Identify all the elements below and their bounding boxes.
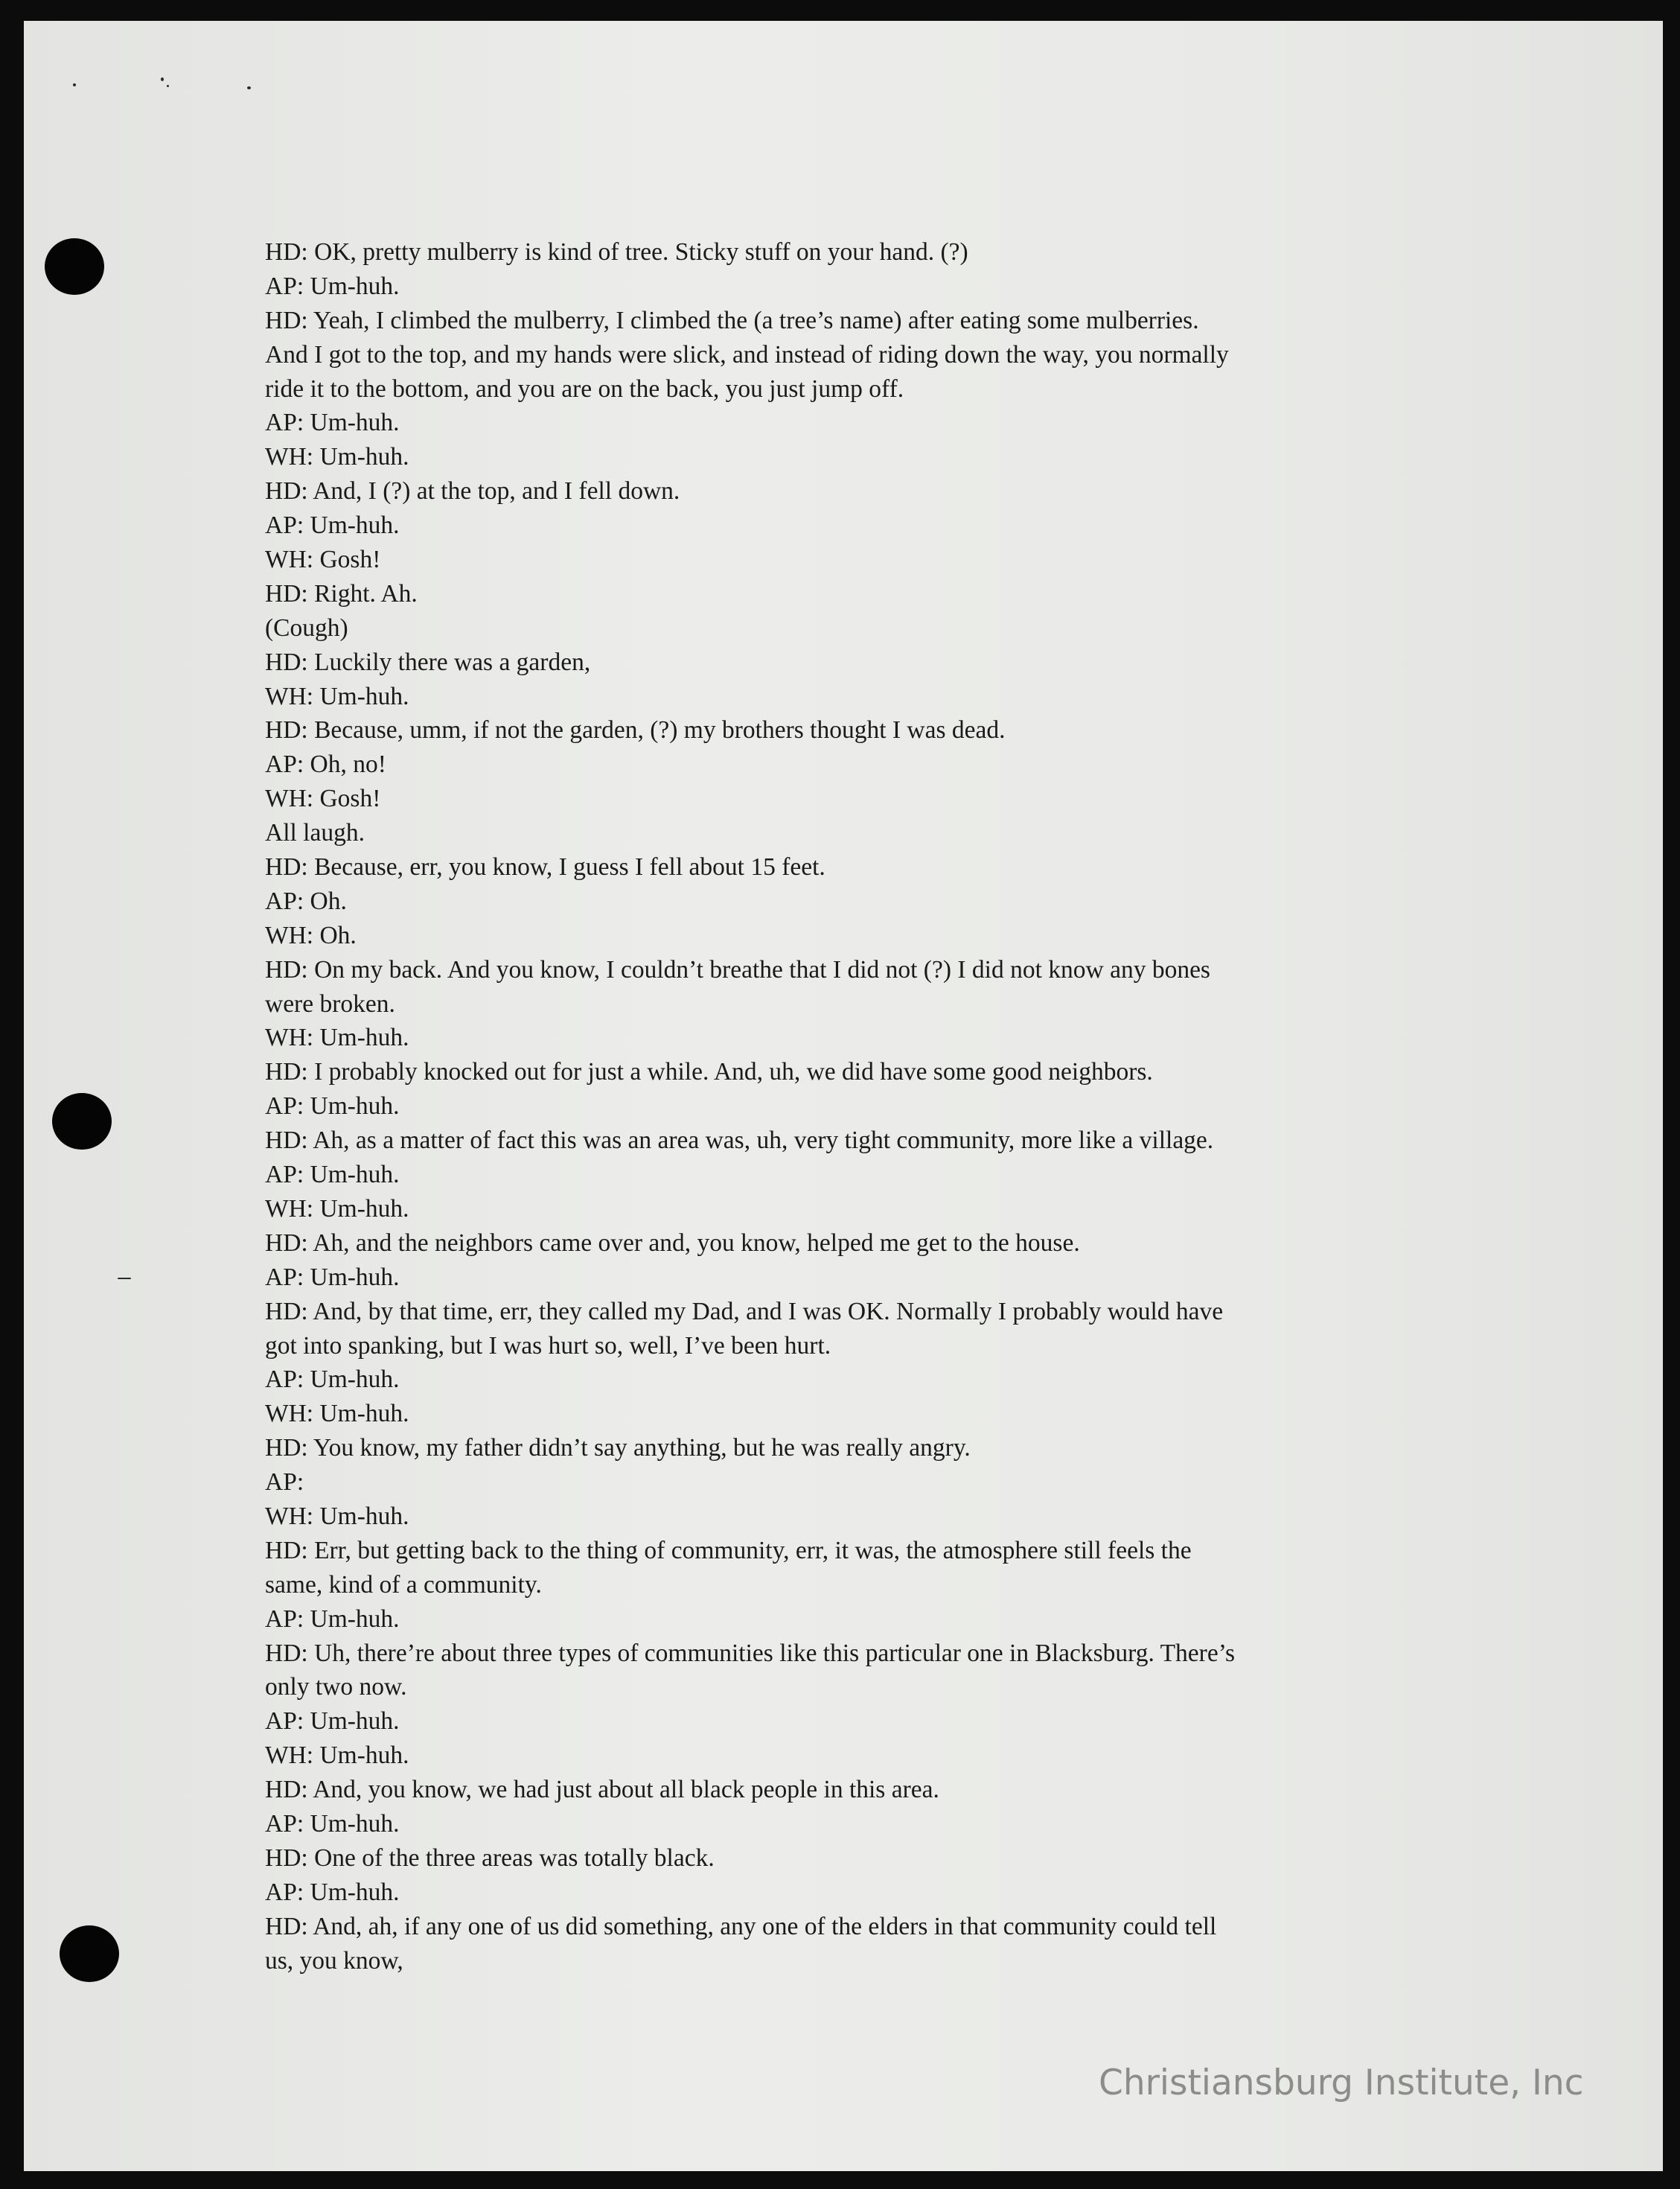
transcript-line: HD: Luckily there was a garden,: [265, 648, 591, 676]
transcript-line: WH: Um-huh.: [265, 1502, 409, 1530]
transcript-line: HD: And, you know, we had just about all black people in this area.: [265, 1776, 939, 1804]
transcript-line: HD: Uh, there’re about three types of communities like this particular one in Blacksburg. There’s: [265, 1639, 1236, 1667]
transcript-line: ride it to the bottom, and you are on the back, you just jump off.: [265, 375, 904, 403]
transcript-line: WH: Um-huh.: [265, 1400, 409, 1428]
transcript-line: HD: Ah, as a matter of fact this was an area was, uh, very tight community, more like a village.: [265, 1127, 1214, 1155]
paper-speck: [118, 1278, 131, 1279]
transcript-line: (Cough): [265, 614, 348, 642]
transcript-line: AP: Um-huh.: [265, 1809, 400, 1838]
punch-hole-bottom: [60, 1925, 119, 1982]
transcript-line: All laugh.: [265, 819, 365, 847]
paper-speck: [73, 83, 76, 86]
transcript-line: WH: Um-huh.: [265, 1024, 409, 1052]
paper-speck: [247, 86, 251, 89]
transcript-line: AP: Oh, no!: [265, 751, 386, 779]
transcript-line: And I got to the top, and my hands were slick, and instead of riding down the way, you normally: [265, 340, 1229, 369]
transcript-line: AP: Um-huh.: [265, 409, 400, 437]
transcript-line: AP:: [265, 1468, 304, 1497]
transcript-line: were broken.: [265, 990, 395, 1018]
transcript-line: HD: Because, umm, if not the garden, (?) my brothers thought I was dead.: [265, 716, 1006, 745]
transcript-line: HD: And, by that time, err, they called my Dad, and I was OK. Normally I probably would have: [265, 1297, 1224, 1325]
transcript-line: AP: Um-huh.: [265, 272, 400, 300]
transcript-line: HD: You know, my father didn’t say anything, but he was really angry.: [265, 1434, 971, 1462]
transcript-line: AP: Um-huh.: [265, 1605, 400, 1633]
transcript-line: AP: Um-huh.: [265, 1092, 400, 1121]
transcript-line: AP: Um-huh.: [265, 1161, 400, 1189]
transcript-line: HD: Right. Ah.: [265, 579, 418, 608]
transcript-line: WH: Um-huh.: [265, 1742, 409, 1770]
transcript-line: HD: Yeah, I climbed the mulberry, I climbed the (a tree’s name) after eating some mulberries.: [265, 306, 1199, 334]
transcript-text: [265, 235, 1426, 1978]
transcript-line: HD: Err, but getting back to the thing of community, err, it was, the atmosphere still feels the: [265, 1536, 1192, 1564]
punch-hole-middle: [52, 1093, 112, 1150]
transcript-line: HD: And, I (?) at the top, and I fell down.: [265, 477, 680, 506]
transcript-line: AP: Um-huh.: [265, 512, 400, 540]
transcript-line: HD: OK, pretty mulberry is kind of tree. Sticky stuff on your hand. (?): [265, 238, 968, 266]
transcript-line: only two now.: [265, 1673, 407, 1701]
transcript-line: us, you know,: [265, 1946, 403, 1975]
transcript-line: AP: Um-huh.: [265, 1263, 400, 1291]
transcript-line: got into spanking, but I was hurt so, well, I’ve been hurt.: [265, 1331, 831, 1360]
transcript-line: WH: Gosh!: [265, 546, 381, 574]
transcript-line: HD: One of the three areas was totally black.: [265, 1844, 715, 1872]
paper-speck: [167, 85, 169, 87]
transcript-line: HD: On my back. And you know, I couldn’t breathe that I did not (?) I did not know any bones: [265, 955, 1210, 984]
transcript-line: AP: Um-huh.: [265, 1366, 400, 1394]
transcript-line: WH: Um-huh.: [265, 1194, 409, 1223]
transcript-line: WH: Gosh!: [265, 785, 381, 813]
transcript-line: same, kind of a community.: [265, 1570, 542, 1599]
transcript-line: HD: And, ah, if any one of us did something, any one of the elders in that community could tell: [265, 1912, 1217, 1940]
transcript-line: HD: Because, err, you know, I guess I fell about 15 feet.: [265, 853, 825, 882]
transcript-line: AP: Um-huh.: [265, 1878, 400, 1906]
transcript-line: WH: Um-huh.: [265, 443, 409, 471]
transcript-line: HD: Ah, and the neighbors came over and, you know, helped me get to the house.: [265, 1229, 1080, 1257]
paper-speck: [161, 77, 164, 81]
transcript-line: AP: Oh.: [265, 887, 347, 915]
punch-hole-top: [45, 238, 104, 295]
transcript-line: WH: Um-huh.: [265, 682, 409, 710]
transcript-line: AP: Um-huh.: [265, 1707, 400, 1736]
document-page: [24, 21, 1663, 2171]
transcript-line: HD: I probably knocked out for just a while. And, uh, we did have some good neighbors.: [265, 1058, 1153, 1086]
transcript-line: WH: Oh.: [265, 921, 357, 949]
watermark: Christiansburg Institute, Inc: [1099, 2062, 1584, 2103]
